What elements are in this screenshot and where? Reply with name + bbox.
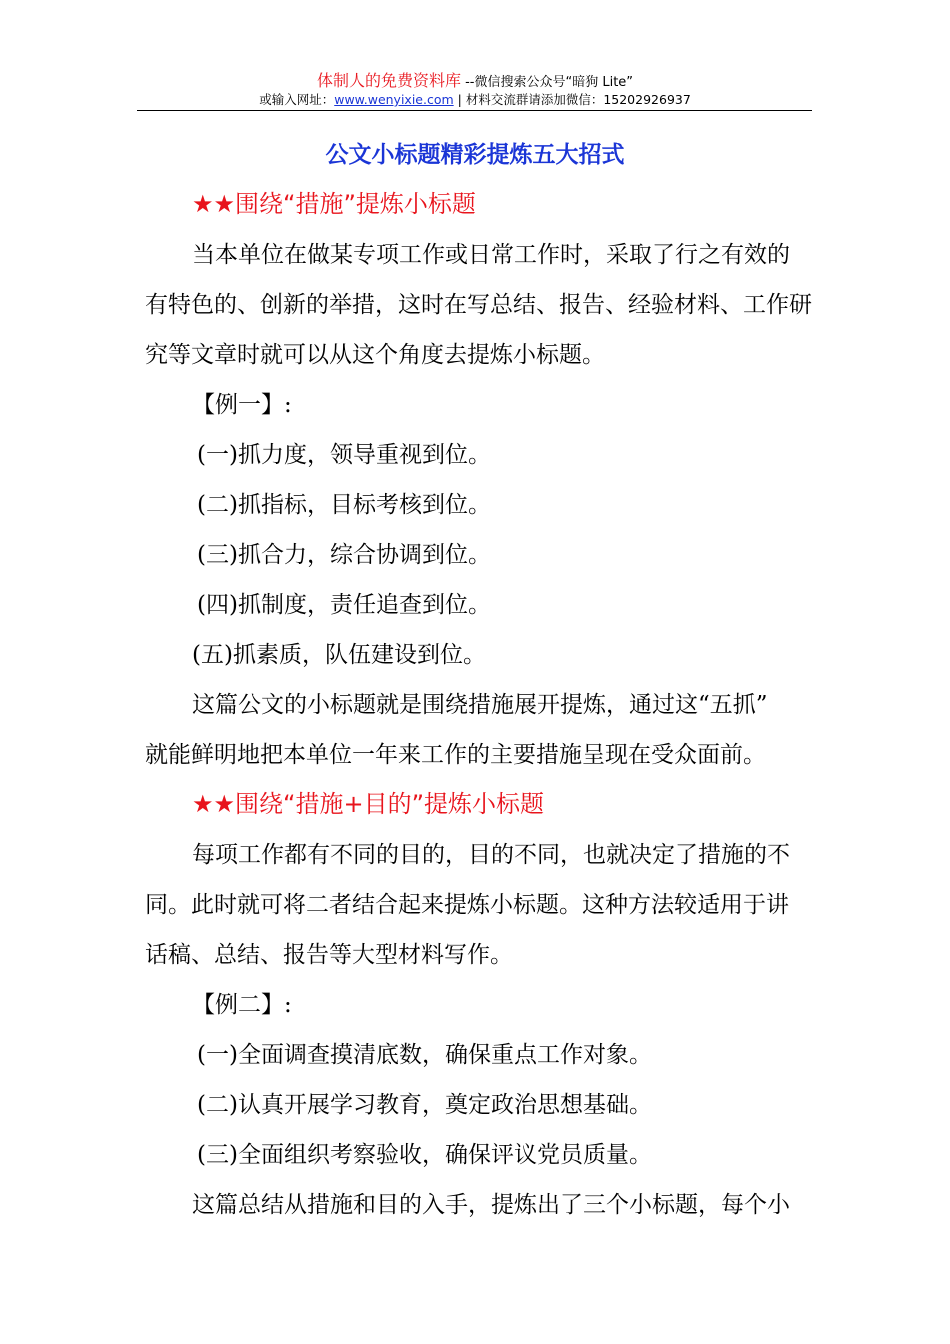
list-item: (一)全面调查摸清底数，确保重点工作对象。 [197,1042,652,1068]
header-prefix: 或输入网址： [259,92,335,107]
header-line-1 [0,68,950,91]
section-2-summary-line: 这篇总结从措施和目的入手，提炼出了三个小标题，每个小 [192,1192,790,1218]
section-1-heading: ★★围绕“措施”提炼小标题 [192,190,476,218]
header-brand: 体制人的免费资料库 [316,71,461,90]
list-item: (三)抓合力，综合协调到位。 [197,542,491,568]
list-item: (一)抓力度，领导重视到位。 [197,442,491,468]
section-1-summary-line: 就能鲜明地把本单位一年来工作的主要措施呈现在受众面前。 [145,742,766,768]
section-2-para-line: 话稿、总结、报告等大型材料写作。 [145,942,513,968]
section-1-para-line: 当本单位在做某专项工作或日常工作时，采取了行之有效的 [192,242,790,268]
header-url-link[interactable]: www.wenyixie.com [334,92,454,107]
document-title: 公文小标题精彩提炼五大招式 [325,141,625,168]
section-1-para-line: 究等文章时就可以从这个角度去提炼小标题。 [145,342,605,368]
section-2-para-line: 同。此时就可将二者结合起来提炼小标题。这种方法较适用于讲 [145,892,789,918]
example-2-label: 【例二】: [192,992,292,1018]
header-suffix: | 材料交流群请添加微信：15202926937 [453,92,691,107]
section-2-heading: ★★围绕“措施+目的”提炼小标题 [192,790,545,818]
list-item: (四)抓制度，责任追查到位。 [197,592,491,618]
list-item: (三)全面组织考察验收，确保评议党员质量。 [197,1142,652,1168]
section-1-para-line: 有特色的、创新的举措，这时在写总结、报告、经验材料、工作研 [145,292,812,318]
list-item: (二)认真开展学习教育，奠定政治思想基础。 [197,1092,652,1118]
example-1-label: 【例一】: [192,392,292,418]
section-2-para-line: 每项工作都有不同的目的，目的不同，也就决定了措施的不 [192,842,790,868]
list-item: (二)抓指标，目标考核到位。 [197,492,491,518]
header-divider [137,110,812,111]
header-note: --微信搜索公众号“暗狗 Lite” [460,75,634,90]
list-item: (五)抓素质，队伍建设到位。 [192,642,486,668]
section-1-summary-line: 这篇公文的小标题就是围绕措施展开提炼，通过这“五抓” [192,692,768,718]
header-line-2 [0,90,950,108]
